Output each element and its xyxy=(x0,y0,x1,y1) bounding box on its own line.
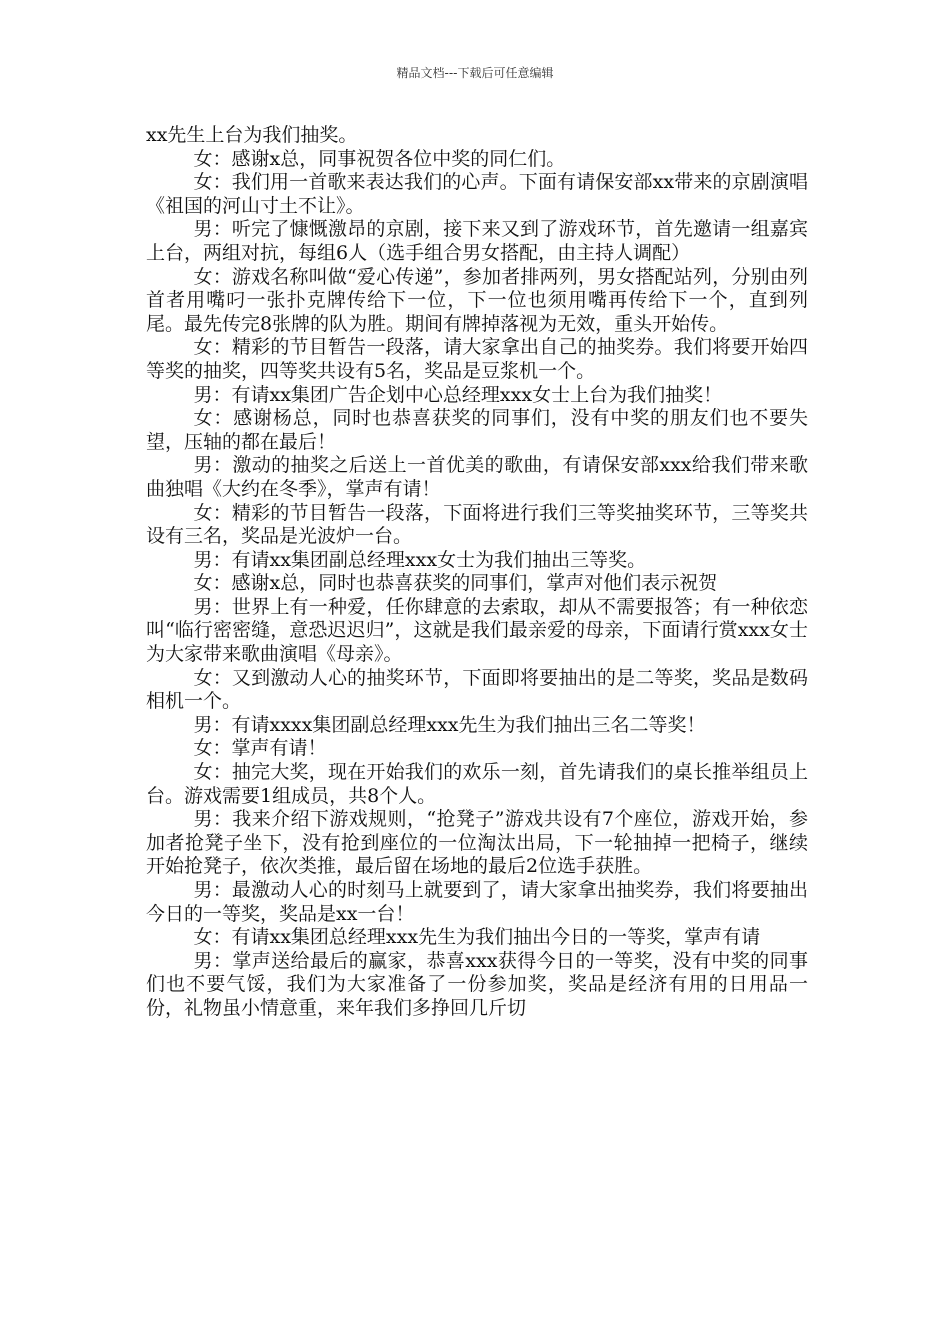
paragraph: 男：听完了慷慨激昂的京剧，接下来又到了游戏环节，首先邀请一组嘉宾上台，两组对抗，每组6人（选手组合男女搭配，由主持人调配） xyxy=(146,218,808,264)
paragraph: 男：有请xx集团广告企划中心总经理xxx女士上台为我们抽奖！ xyxy=(193,383,723,406)
paragraph: 女：抽完大奖，现在开始我们的欢乐一刻，首先请我们的桌长推举组员上台。游戏需要1组成员，共8个人。 xyxy=(146,761,808,807)
paragraph: 男：有请xxxx集团副总经理xxx先生为我们抽出三名二等奖！ xyxy=(193,713,706,736)
paragraph: 男：激动的抽奖之后送上一首优美的歌曲，有请保安部xxx给我们带来歌曲独唱《大约在冬季》，掌声有请！ xyxy=(146,454,808,500)
paragraph: 女：感谢x总，同事祝贺各位中奖的同仁们。 xyxy=(193,147,566,170)
paragraph: 女：我们用一首歌来表达我们的心声。下面有请保安部xx带来的京剧演唱《祖国的河山寸土不让》。 xyxy=(146,171,808,217)
document-body xyxy=(146,124,808,1021)
paragraph: 女：感谢杨总，同时也恭喜获奖的同事们，没有中奖的朋友们也不要失望，压轴的都在最后！ xyxy=(146,407,808,453)
page-header: 精品文档---下载后可任意编辑 xyxy=(396,66,554,80)
paragraph: 女：又到激动人心的抽奖环节，下面即将要抽出的是二等奖，奖品是数码相机一个。 xyxy=(146,666,808,713)
paragraph: xx先生上台为我们抽奖。 xyxy=(146,124,358,146)
paragraph: 男：最激动人心的时刻马上就要到了，请大家拿出抽奖券，我们将要抽出今日的一等奖，奖品是xx一台！ xyxy=(146,879,808,925)
paragraph: 男：我来介绍下游戏规则，“抢凳子”游戏共设有7个座位，游戏开始，参加者抢凳子坐下，没有抢到座位的一位淘汰出局，下一轮抽掉一把椅子，继续开始抢凳子，依次类推，最后留在场地的最后2位选手获胜。 xyxy=(146,808,808,878)
paragraph: 男：有请xx集团副总经理xxx女士为我们抽出三等奖。 xyxy=(193,548,647,571)
paragraph: 女：有请xx集团总经理xxx先生为我们抽出今日的一等奖，掌声有请 xyxy=(193,926,761,949)
paragraph: 女：感谢x总，同时也恭喜获奖的同事们，掌声对他们表示祝贺 xyxy=(193,572,718,595)
paragraph: 男：世界上有一种爱，任你肆意的去索取，却从不需要报答；有一种依恋叫“临行密密缝，意恐迟迟归”，这就是我们最亲爱的母亲，下面请行赏xxx女士为大家带来歌曲演唱《母亲》。 xyxy=(146,595,808,666)
paragraph: 女：掌声有请！ xyxy=(193,737,327,760)
paragraph: 女：精彩的节目暂告一段落，请大家拿出自己的抽奖券。我们将要开始四等奖的抽奖，四等奖共设有5名，奖品是豆浆机一个。 xyxy=(146,336,808,382)
paragraph: 男：掌声送给最后的赢家，恭喜xxx获得今日的一等奖，没有中奖的同事们也不要气馁，我们为大家准备了一份参加奖，奖品是经济有用的日用品一份，礼物虽小情意重，来年我们多挣回几斤切 xyxy=(146,949,808,1019)
paragraph: 女：游戏名称叫做“爱心传递”，参加者排两列，男女搭配站列，分别由列首者用嘴叼一张扑克牌传给下一位，下一位也须用嘴再传给下一个，直到列尾。最先传完8张牌的队为胜。期间有牌掉落视为无效，重头开始传。 xyxy=(146,265,808,335)
paragraph: 女：精彩的节目暂告一段落，下面将进行我们三等奖抽奖环节，三等奖共设有三名，奖品是光波炉一台。 xyxy=(146,501,808,548)
